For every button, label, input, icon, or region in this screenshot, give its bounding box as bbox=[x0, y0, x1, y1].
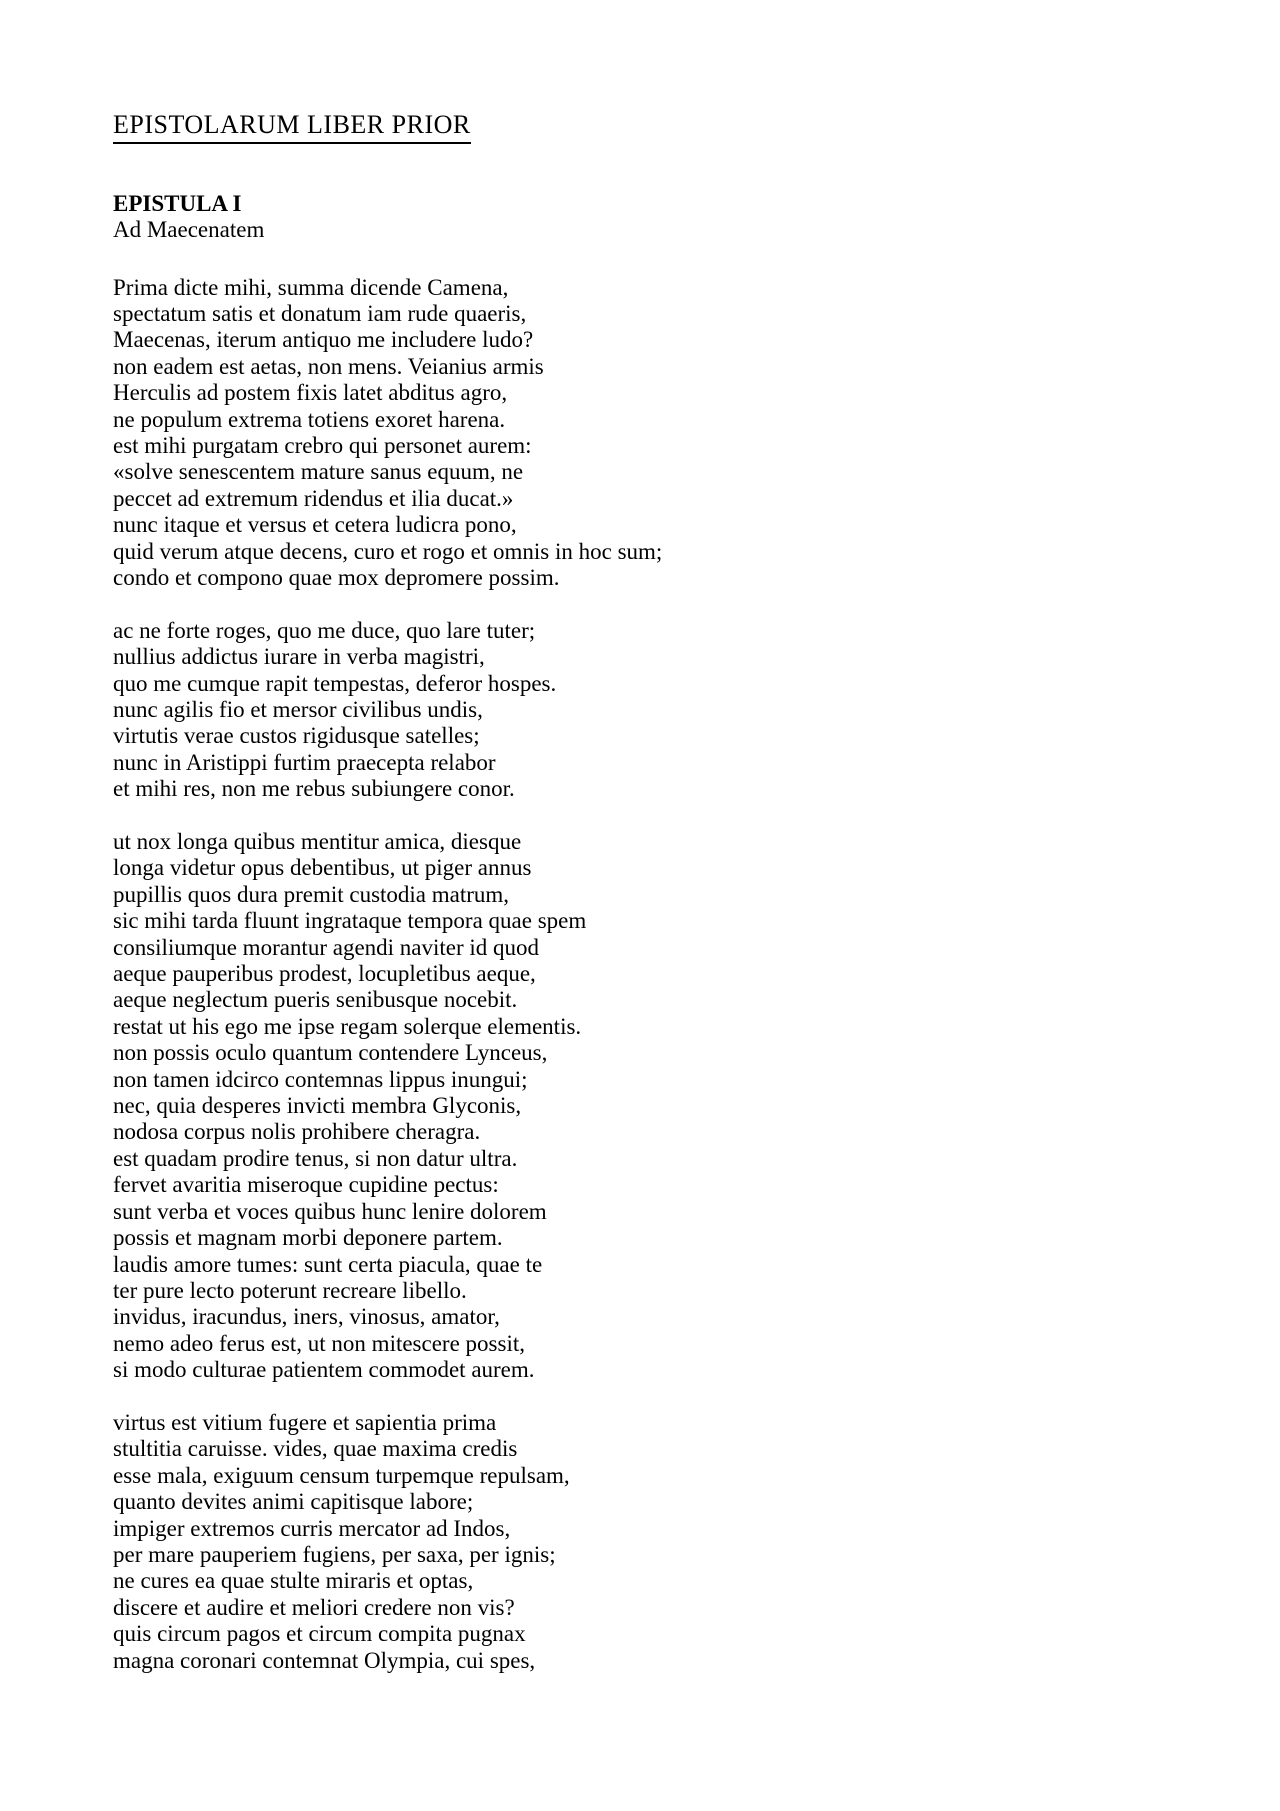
book-title-text: EPISTOLARUM LIBER PRIOR bbox=[113, 112, 471, 144]
poem-body bbox=[113, 275, 662, 1674]
poem-line: non eadem est aetas, non mens. Veianius armis bbox=[113, 353, 544, 379]
poem-line: et mihi res, non me rebus subiungere conor. bbox=[113, 776, 515, 802]
stanza bbox=[113, 618, 662, 803]
poem-line: est quadam prodire tenus, si non datur ultra. bbox=[113, 1145, 518, 1171]
poem-line: Prima dicte mihi, summa dicende Camena, bbox=[113, 274, 509, 300]
poem-line: nodosa corpus nolis prohibere cheragra. bbox=[113, 1119, 481, 1145]
poem-line: ne cures ea quae stulte miraris et optas, bbox=[113, 1568, 474, 1594]
epistle-heading: EPISTULA I bbox=[113, 191, 242, 216]
poem-line: Maecenas, iterum antiquo me includere ludo? bbox=[113, 327, 534, 353]
poem-line: non possis oculo quantum contendere Lynceus, bbox=[113, 1040, 548, 1066]
poem-line: condo et compono quae mox depromere possim. bbox=[113, 564, 560, 590]
poem-line: laudis amore tumes: sunt certa piacula, quae te bbox=[113, 1251, 543, 1277]
poem-line: aeque neglectum pueris senibusque nocebit. bbox=[113, 987, 518, 1013]
poem-line: pupillis quos dura premit custodia matrum, bbox=[113, 881, 510, 907]
poem-line: nullius addictus iurare in verba magistri, bbox=[113, 644, 485, 670]
poem-line: esse mala, exiguum censum turpemque repulsam, bbox=[113, 1462, 570, 1488]
poem-line: nunc agilis fio et mersor civilibus undis, bbox=[113, 696, 483, 722]
poem-line: magna coronari contemnat Olympia, cui spes, bbox=[113, 1647, 536, 1673]
poem-line: ne populum extrema totiens exoret harena. bbox=[113, 406, 506, 432]
poem-line: per mare pauperiem fugiens, per saxa, per ignis; bbox=[113, 1541, 556, 1567]
poem-line: impiger extremos curris mercator ad Indos, bbox=[113, 1515, 511, 1541]
poem-line: ac ne forte roges, quo me duce, quo lare tuter; bbox=[113, 617, 536, 643]
poem-line: Herculis ad postem fixis latet abditus agro, bbox=[113, 380, 508, 406]
poem-line: restat ut his ego me ipse regam solerque elementis. bbox=[113, 1013, 582, 1039]
stanza bbox=[113, 275, 662, 592]
book-title bbox=[113, 112, 471, 144]
poem-line: quis circum pagos et circum compita pugnax bbox=[113, 1621, 526, 1647]
poem-line: possis et magnam morbi deponere partem. bbox=[113, 1225, 503, 1251]
poem-line: quanto devites animi capitisque labore; bbox=[113, 1489, 474, 1515]
poem-line: quo me cumque rapit tempestas, deferor hospes. bbox=[113, 670, 557, 696]
stanza bbox=[113, 1410, 662, 1674]
poem-line: est mihi purgatam crebro qui personet aurem: bbox=[113, 432, 532, 458]
poem-line: non tamen idcirco contemnas lippus inungui; bbox=[113, 1066, 528, 1092]
poem-line: consiliumque morantur agendi naviter id quod bbox=[113, 934, 540, 960]
dedication: Ad Maecenatem bbox=[113, 217, 265, 243]
poem-line: nunc in Aristippi furtim praecepta relabor bbox=[113, 749, 496, 775]
poem-line: aeque pauperibus prodest, locupletibus aeque, bbox=[113, 961, 536, 987]
poem-line: virtus est vitium fugere et sapientia prima bbox=[113, 1409, 497, 1435]
poem-line: nemo adeo ferus est, ut non mitescere possit, bbox=[113, 1330, 525, 1356]
poem-line: fervet avaritia miseroque cupidine pectus: bbox=[113, 1172, 499, 1198]
poem-line: ut nox longa quibus mentitur amica, diesque bbox=[113, 829, 522, 854]
poem-line: spectatum satis et donatum iam rude quaeris, bbox=[113, 300, 527, 326]
poem-line: nunc itaque et versus et cetera ludicra pono, bbox=[113, 512, 517, 538]
epistle-heading-block bbox=[113, 191, 264, 244]
poem-line: stultitia caruisse. vides, quae maxima credis bbox=[113, 1436, 518, 1462]
poem-line: ter pure lecto poterunt recreare libello. bbox=[113, 1277, 467, 1303]
poem-line: si modo culturae patientem commodet aurem. bbox=[113, 1357, 535, 1383]
poem-line: discere et audire et meliori credere non vis? bbox=[113, 1594, 515, 1620]
poem-line: virtutis verae custos rigidusque satelles; bbox=[113, 723, 480, 749]
poem-line: sic mihi tarda fluunt ingrataque tempora quae spem bbox=[113, 908, 587, 934]
poem-line: quid verum atque decens, curo et rogo et omnis in hoc sum; bbox=[113, 538, 663, 564]
poem-line: peccet ad extremum ridendus et ilia ducat.» bbox=[113, 485, 514, 511]
poem-line: sunt verba et voces quibus hunc lenire dolorem bbox=[113, 1198, 547, 1224]
poem-line: «solve senescentem mature sanus equum, ne bbox=[113, 459, 524, 485]
poem-line: longa videtur opus debentibus, ut piger annus bbox=[113, 855, 532, 881]
poem-line: nec, quia desperes invicti membra Glyconis, bbox=[113, 1093, 522, 1119]
poem-line: invidus, iracundus, iners, vinosus, amator, bbox=[113, 1304, 500, 1330]
stanza bbox=[113, 829, 662, 1384]
